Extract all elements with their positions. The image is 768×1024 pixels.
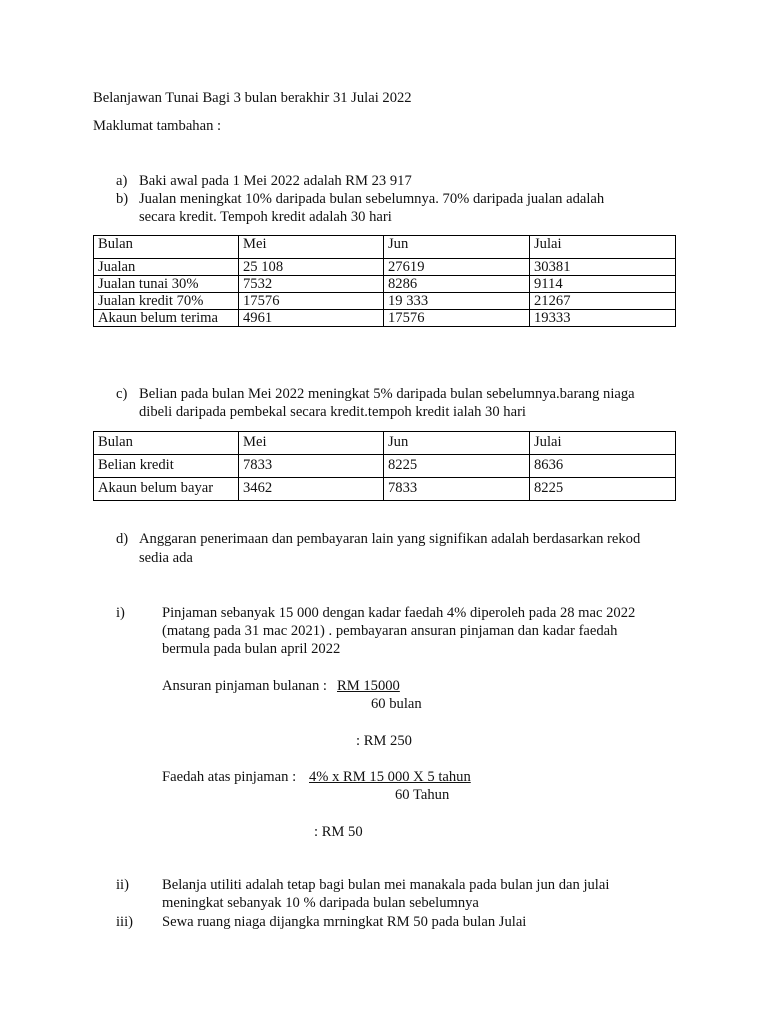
item-ii-line2: meningkat sebanyak 10 % daripada bulan sebelumnya [162, 895, 479, 911]
table-row [94, 455, 676, 478]
faedah-label: Faedah atas pinjaman : [162, 769, 297, 785]
faedah-result: : RM 50 [314, 824, 363, 840]
table-row [94, 259, 676, 276]
table-cell: Jualan [94, 259, 239, 276]
table-cell: 17576 [239, 293, 384, 310]
item-a-text: Baki awal pada 1 Mei 2022 adalah RM 23 917 [139, 173, 412, 189]
table-cell: 30381 [530, 259, 676, 276]
item-i-line1: Pinjaman sebanyak 15 000 dengan kadar faedah 4% diperoleh pada 28 mac 2022 [162, 605, 636, 621]
table-header-cell: Mei [239, 236, 384, 259]
table-cell: 19333 [530, 310, 676, 327]
document-subtitle: Maklumat tambahan : [93, 118, 222, 134]
table-header-cell: Bulan [94, 432, 239, 455]
item-c-line1: Belian pada bulan Mei 2022 meningkat 5% daripada bulan sebelumnya.barang niaga [139, 386, 635, 402]
table-cell: 4961 [239, 310, 384, 327]
item-iii-line1: Sewa ruang niaga dijangka mrningkat RM 50 pada bulan Julai [162, 914, 527, 930]
table-cell: 27619 [384, 259, 530, 276]
table-cell: Jualan kredit 70% [94, 293, 239, 310]
faedah-numerator: 4% x RM 15 000 X 5 tahun [309, 769, 471, 785]
ansuran-numerator: RM 15000 [337, 678, 400, 694]
item-d-line1: Anggaran penerimaan dan pembayaran lain yang signifikan adalah berdasarkan rekod [139, 531, 641, 547]
item-a-marker: a) [116, 173, 128, 189]
table-cell: Jualan tunai 30% [94, 276, 239, 293]
table-row [94, 478, 676, 501]
table-cell: 8225 [530, 478, 676, 501]
item-b-line1: Jualan meningkat 10% daripada bulan sebelumnya. 70% daripada jualan adalah [139, 191, 605, 207]
item-i-line3: bermula pada bulan april 2022 [162, 641, 341, 657]
sales-table [93, 235, 676, 327]
table-cell: Akaun belum terima [94, 310, 239, 327]
purchase-table [93, 431, 676, 501]
table-row [94, 310, 676, 327]
ansuran-label: Ansuran pinjaman bulanan : [162, 678, 327, 694]
table-cell: 9114 [530, 276, 676, 293]
item-i-line2: (matang pada 31 mac 2021) . pembayaran ansuran pinjaman dan kadar faedah [162, 623, 618, 639]
table-cell: 7833 [239, 455, 384, 478]
table-cell: 25 108 [239, 259, 384, 276]
table-cell: 3462 [239, 478, 384, 501]
item-ii-marker: ii) [116, 877, 129, 893]
faedah-denominator: 60 Tahun [395, 787, 450, 803]
item-c-marker: c) [116, 386, 128, 402]
item-d-marker: d) [116, 531, 129, 547]
table-header-cell: Jun [384, 236, 530, 259]
ansuran-result: : RM 250 [356, 733, 412, 749]
table-cell: 7532 [239, 276, 384, 293]
item-c-line2: dibeli daripada pembekal secara kredit.tempoh kredit ialah 30 hari [139, 404, 526, 420]
table-header-cell: Jun [384, 432, 530, 455]
table-cell: 7833 [384, 478, 530, 501]
table-cell: 8225 [384, 455, 530, 478]
ansuran-denominator: 60 bulan [371, 696, 422, 712]
table-header-cell: Bulan [94, 236, 239, 259]
table-row [94, 293, 676, 310]
document-title: Belanjawan Tunai Bagi 3 bulan berakhir 31 Julai 2022 [93, 90, 412, 106]
table-header-cell: Mei [239, 432, 384, 455]
table-header-row [94, 432, 676, 455]
table-header-cell: Julai [530, 432, 676, 455]
table-cell: 8636 [530, 455, 676, 478]
item-i-marker: i) [116, 605, 125, 621]
table-row [94, 276, 676, 293]
item-b-marker: b) [116, 191, 129, 207]
item-iii-marker: iii) [116, 914, 134, 930]
item-b-line2: secara kredit. Tempoh kredit adalah 30 hari [139, 209, 392, 225]
table-cell: 8286 [384, 276, 530, 293]
table-cell: 21267 [530, 293, 676, 310]
table-cell: 17576 [384, 310, 530, 327]
item-d-line2: sedia ada [139, 550, 193, 566]
table-cell: 19 333 [384, 293, 530, 310]
table-header-row [94, 236, 676, 259]
item-ii-line1: Belanja utiliti adalah tetap bagi bulan mei manakala pada bulan jun dan julai [162, 877, 610, 893]
table-header-cell: Julai [530, 236, 676, 259]
table-cell: Akaun belum bayar [94, 478, 239, 501]
table-cell: Belian kredit [94, 455, 239, 478]
